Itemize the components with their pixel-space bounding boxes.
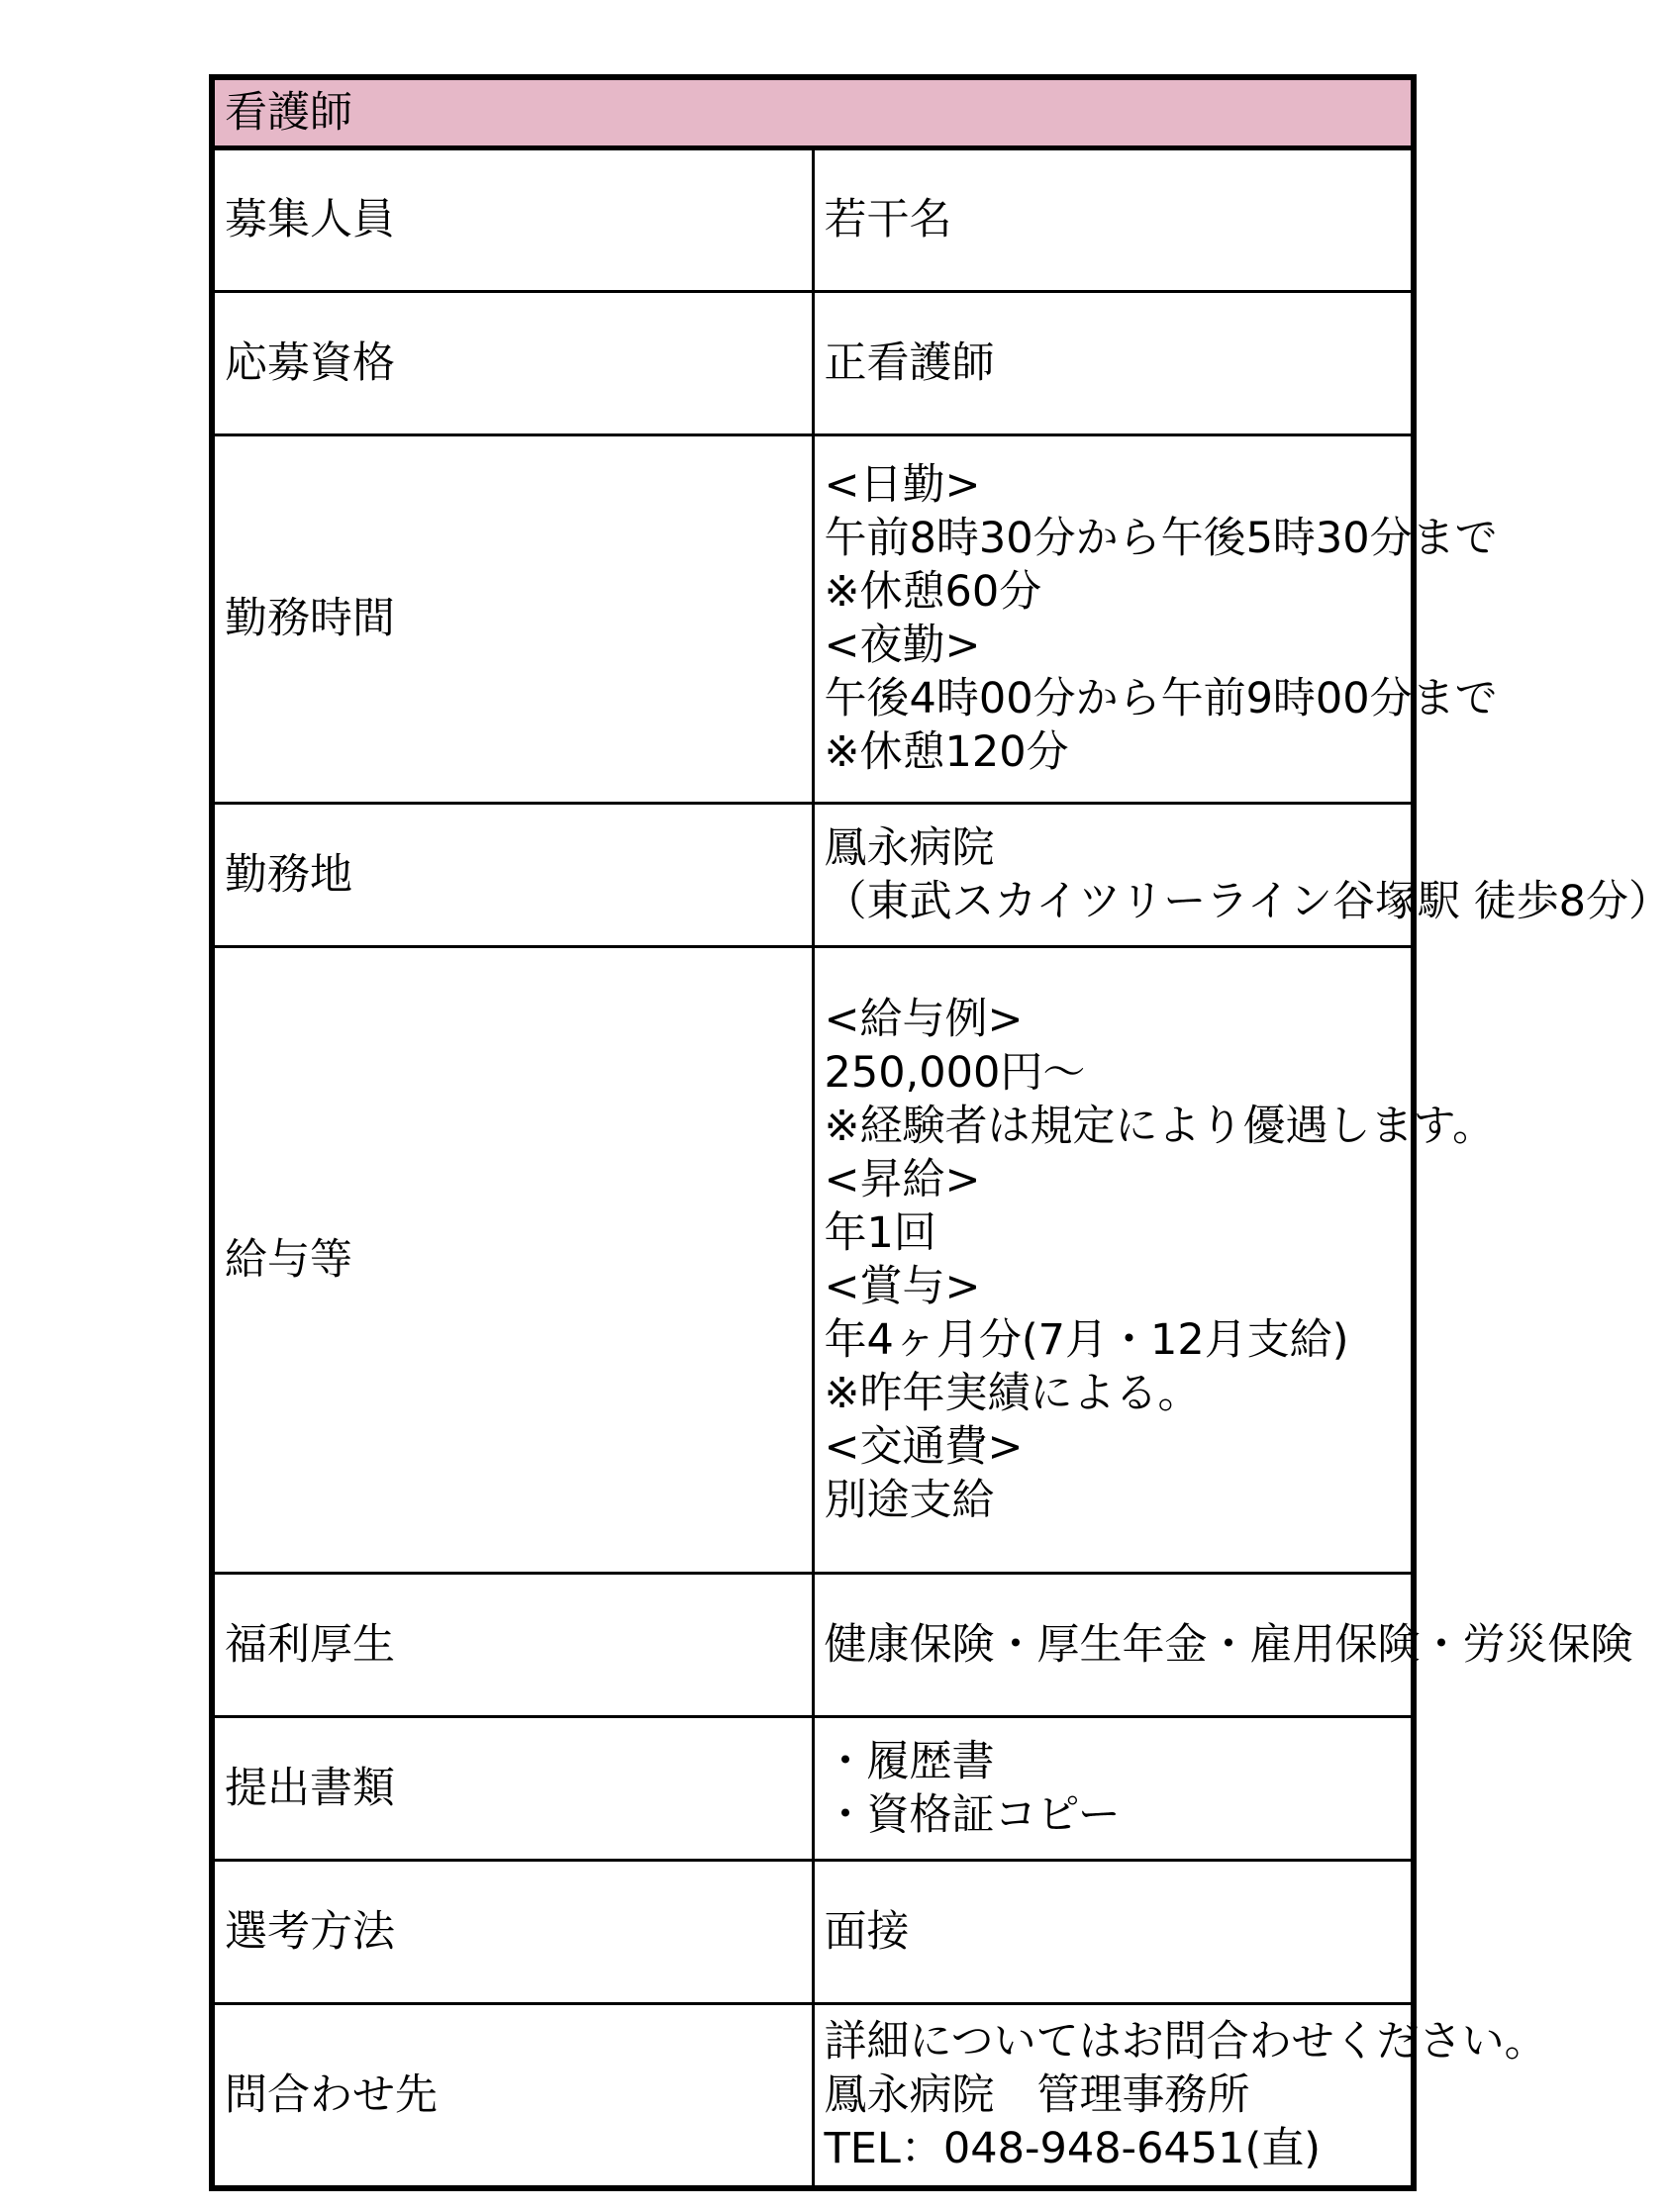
row-benefits (212, 1573, 1414, 1716)
row-value (813, 2003, 1547, 2188)
job-posting-table (209, 74, 1671, 2191)
value-line: （東武スカイツリーライン谷塚駅 徒歩8分） (824, 876, 1671, 926)
value-line: 250,000円～ (824, 1047, 1086, 1098)
value-line: 鳳永病院 管理事務所 (824, 2069, 1250, 2120)
row-value (813, 1716, 1414, 1860)
row-label: 給与等 (212, 946, 813, 1573)
value-line: <賞与> (824, 1261, 981, 1311)
value-line: 若干名 (824, 195, 952, 244)
value-line: 健康保険・厚生年金・雇用保険・労災保険 (824, 1619, 1633, 1670)
row-value (813, 946, 1496, 1573)
value-line: ※昨年実績による。 (824, 1368, 1201, 1418)
row-value (813, 147, 1414, 291)
value-line: <昇給> (824, 1154, 981, 1204)
row-value (813, 803, 1671, 946)
row-value (813, 1860, 1414, 2003)
row-value (813, 291, 1414, 434)
value-line: 詳細についてはお問合わせください。 (824, 2016, 1547, 2067)
row-label: 福利厚生 (212, 1573, 813, 1716)
row-label: 選考方法 (212, 1860, 813, 2003)
value-line: 鳳永病院 (824, 822, 995, 873)
value-line: ※経験者は規定により優遇します。 (824, 1101, 1496, 1151)
value-line: 面接 (824, 1906, 910, 1957)
row-selection (212, 1860, 1414, 2003)
row-contact (212, 2003, 1414, 2188)
row-label: 応募資格 (212, 291, 813, 434)
value-line: TEL：048-948-6451(直) (824, 2123, 1322, 2173)
value-line: 年1回 (824, 1207, 936, 1258)
title-row (212, 77, 1414, 147)
value-line: ・資格証コピー (824, 1789, 1121, 1840)
value-line: 年4ヶ月分(7月・12月支給) (824, 1314, 1349, 1365)
row-work-location (212, 803, 1414, 946)
value-line: 正看護師 (824, 337, 995, 388)
row-label: 提出書類 (212, 1716, 813, 1860)
row-value (813, 1573, 1633, 1716)
row-qualification (212, 291, 1414, 434)
value-line: 午後4時00分から午前9時00分まで (824, 674, 1498, 723)
row-documents (212, 1716, 1414, 1860)
row-label: 勤務時間 (212, 434, 813, 803)
row-label: 募集人員 (212, 147, 813, 291)
value-line: <交通費> (824, 1421, 1024, 1472)
value-line: ・履歴書 (824, 1736, 995, 1786)
row-working-hours (212, 434, 1414, 803)
value-line: ※休憩60分 (824, 567, 1042, 617)
row-value (813, 434, 1498, 803)
value-line: 午前8時30分から午後5時30分まで (824, 514, 1498, 563)
value-line: <夜勤> (824, 621, 981, 670)
value-line: <給与例> (824, 994, 1024, 1044)
value-line: <日勤> (824, 460, 981, 510)
row-label: 問合わせ先 (212, 2003, 813, 2188)
row-recruit-count (212, 147, 1414, 291)
job-title: 看護師 (212, 77, 1414, 147)
row-label: 勤務地 (212, 803, 813, 946)
value-line: 別途支給 (824, 1475, 995, 1525)
value-line: ※休憩120分 (824, 727, 1069, 777)
row-salary (212, 946, 1414, 1573)
